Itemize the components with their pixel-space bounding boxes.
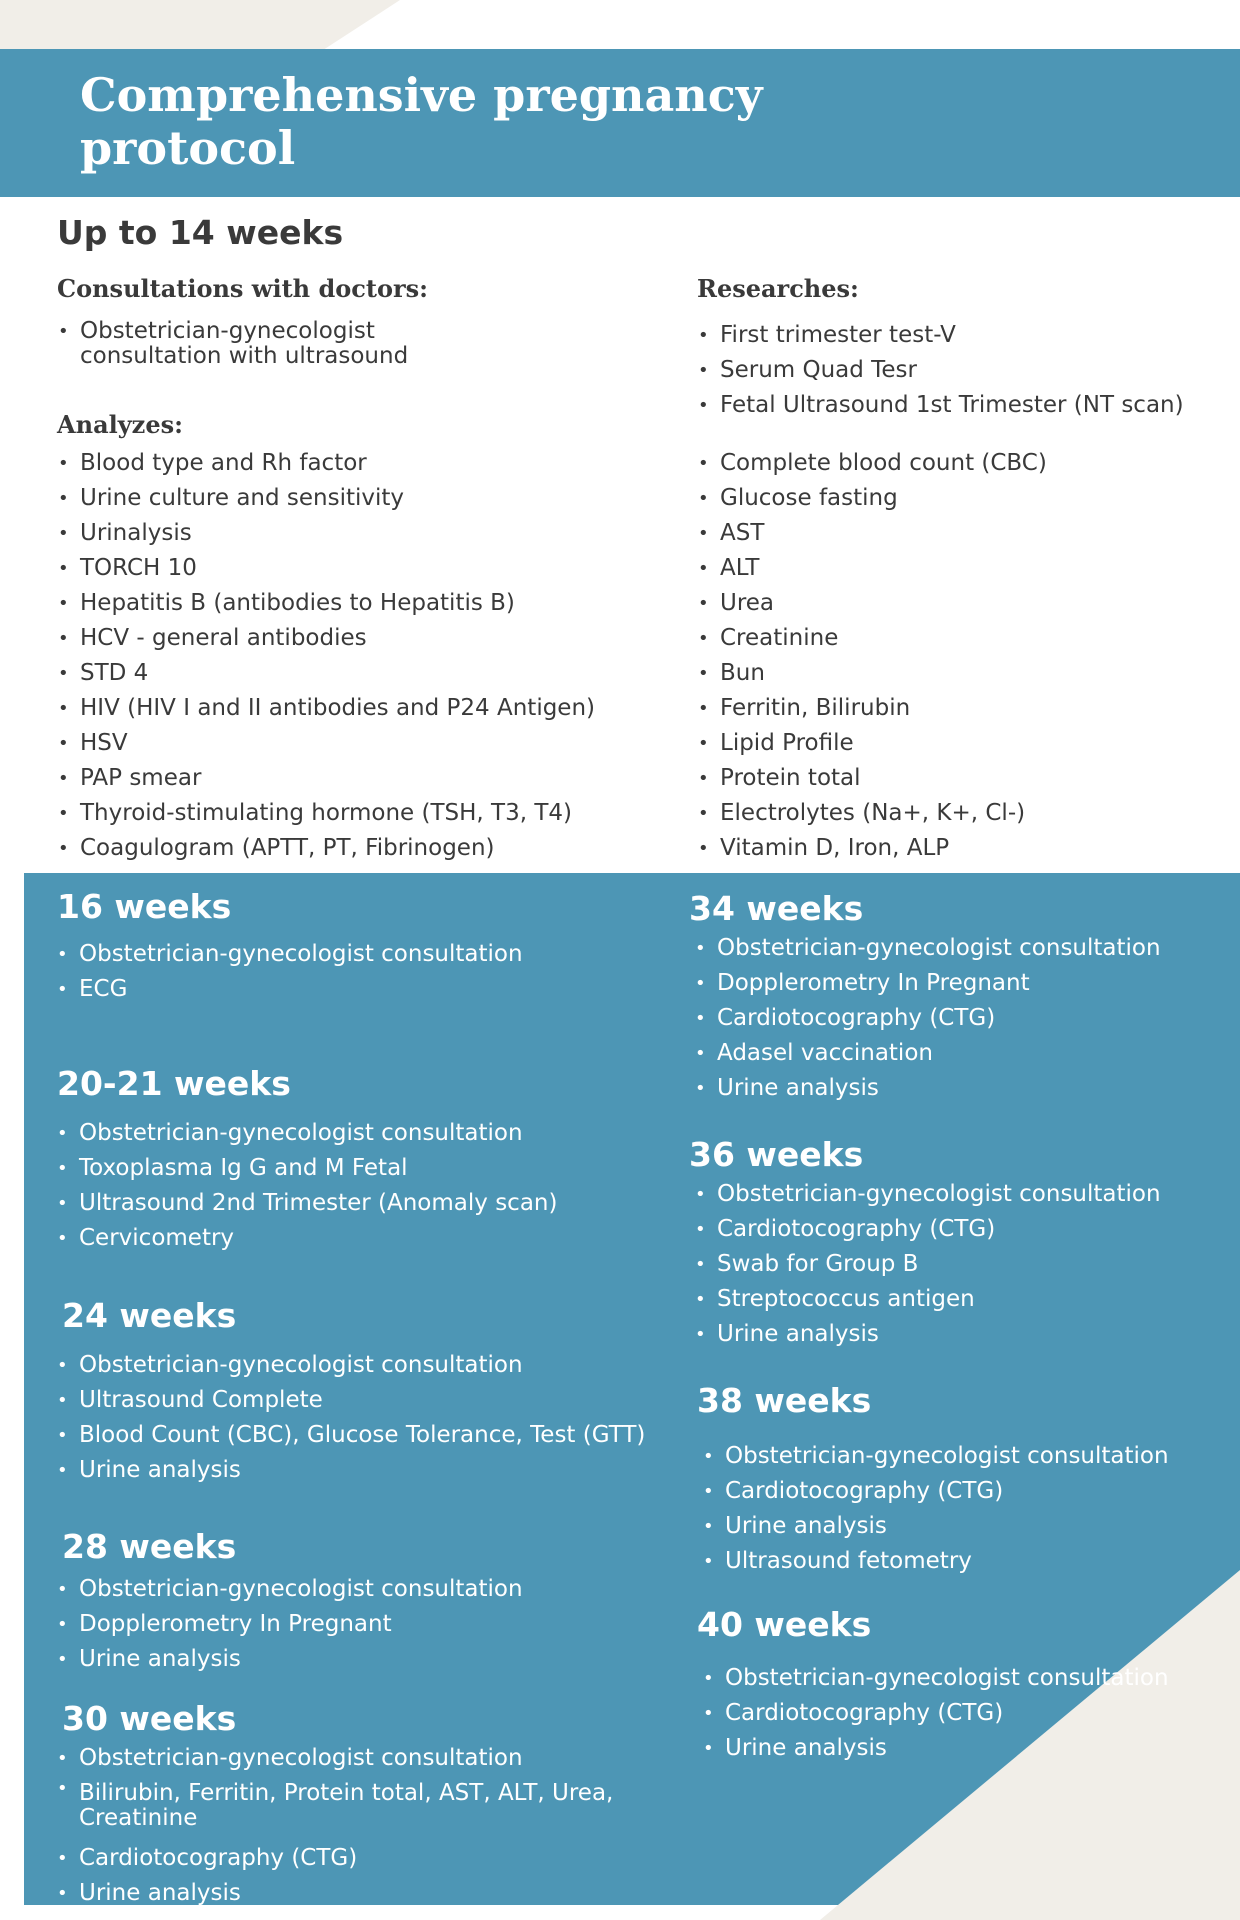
list-item: • Urine analysis [57, 1453, 697, 1488]
list-item: • Complete blood count (CBC) [698, 446, 1218, 481]
list-item: • Bun [698, 656, 1218, 691]
list-item: • Dopplerometry In Pregnant [695, 966, 1209, 1001]
stage-40-weeks [697, 1605, 1217, 1766]
list-item: • HCV - general antibodies [58, 621, 658, 656]
stage-list [57, 1741, 657, 1911]
list-item: • Cardiotocography (CTG) [695, 1212, 1209, 1247]
list-item: • Blood type and Rh factor [58, 446, 658, 481]
list-item: • AST [698, 516, 1218, 551]
list-item: • Hepatitis B (antibodies to Hepatitis B) [58, 586, 658, 621]
list-item: • Obstetrician-gynecologist consultation [57, 1116, 657, 1151]
list-item: • Obstetrician-gynecologist consultation [57, 937, 657, 972]
list-item: • Fetal Ultrasound 1st Trimester (NT scan) [698, 388, 1218, 423]
stage-title: 20-21 weeks [57, 1064, 291, 1103]
list-item: • Cardiotocography (CTG) [57, 1841, 657, 1876]
consultations-label: Consultations with doctors: [57, 274, 428, 303]
list-item: • Obstetrician-gynecologist consultation [57, 1348, 697, 1383]
stage-list [57, 1572, 657, 1677]
stage-list [703, 1439, 1217, 1579]
list-item: • Coagulogram (APTT, PT, Fibrinogen) [58, 831, 658, 866]
stage-list [57, 1116, 657, 1256]
list-item: • Glucose fasting [698, 481, 1218, 516]
list-item: • Ultrasound Complete [57, 1383, 697, 1418]
list-item: • Vitamin D, Iron, ALP [698, 831, 1218, 866]
list-item: • First trimester test-V [698, 318, 1218, 353]
analyzes-list-right [698, 446, 1218, 866]
stage-title: 24 weeks [62, 1296, 237, 1335]
list-item: • Bilirubin, Ferritin, Protein total, AST, ALT, Urea, Creatinine [57, 1776, 657, 1841]
stage-title: 34 weeks [689, 889, 864, 928]
list-item: • Urine culture and sensitivity [58, 481, 658, 516]
stage-title: 38 weeks [697, 1381, 872, 1420]
list-item: • Swab for Group B [695, 1247, 1209, 1282]
list-item: • Lipid Profile [698, 726, 1218, 761]
stage-36-weeks [689, 1135, 1209, 1352]
stage-16-weeks [57, 887, 657, 1007]
stage-30-weeks [57, 1699, 657, 1911]
list-item: • Urea [698, 586, 1218, 621]
list-item: • Adasel vaccination [695, 1036, 1209, 1071]
consultations-list [58, 319, 518, 379]
page-header [0, 49, 1240, 197]
stage-title: 40 weeks [697, 1605, 872, 1644]
list-item: • Cardiotocography (CTG) [695, 1001, 1209, 1036]
list-item: • Urine analysis [703, 1509, 1217, 1544]
list-item: • Obstetrician-gynecologist consultation with ultrasound [58, 319, 518, 379]
list-item: • Obstetrician-gynecologist consultation [695, 1177, 1209, 1212]
list-item: • Ultrasound 2nd Trimester (Anomaly scan) [57, 1186, 657, 1221]
stage-20-21-weeks [57, 1064, 657, 1256]
list-item: • Urine analysis [703, 1731, 1217, 1766]
first-trimester-panel [0, 197, 1240, 873]
list-item: • Thyroid-stimulating hormone (TSH, T3, T4) [58, 796, 658, 831]
stage-34-weeks [689, 889, 1209, 1106]
section-title-up-to-14-weeks: Up to 14 weeks [57, 213, 344, 252]
list-item: • Ultrasound fetometry [703, 1544, 1217, 1579]
list-item: • Obstetrician-gynecologist consultation [57, 1572, 657, 1607]
stage-title: 30 weeks [62, 1699, 237, 1738]
list-item: • Cardiotocography (CTG) [703, 1474, 1217, 1509]
stage-24-weeks [57, 1296, 697, 1488]
stage-list [57, 937, 657, 1007]
stage-list [695, 931, 1209, 1106]
list-item: • Obstetrician-gynecologist consultation [703, 1439, 1217, 1474]
list-item: • Dopplerometry In Pregnant [57, 1607, 657, 1642]
stage-list [703, 1661, 1217, 1766]
list-item: • Streptococcus antigen [695, 1282, 1209, 1317]
list-item: • PAP smear [58, 761, 658, 796]
list-item: • Protein total [698, 761, 1218, 796]
list-item: • TORCH 10 [58, 551, 658, 586]
analyzes-label: Analyzes: [57, 410, 183, 439]
researches-list [698, 318, 1218, 423]
list-item: • Urine analysis [695, 1317, 1209, 1352]
list-item: • Electrolytes (Na+, K+, Cl-) [698, 796, 1218, 831]
list-item: • Obstetrician-gynecologist consultation [695, 931, 1209, 966]
list-item: • HIV (HIV I and II antibodies and P24 Antigen) [58, 691, 658, 726]
stage-38-weeks [697, 1381, 1217, 1579]
list-item: • Obstetrician-gynecologist consultation [57, 1741, 657, 1776]
page-title: Comprehensive pregnancy protocol [80, 68, 763, 175]
stage-list [695, 1177, 1209, 1352]
list-item: • Urine analysis [57, 1876, 657, 1911]
list-item: • Serum Quad Tesr [698, 353, 1218, 388]
list-item: • Urinalysis [58, 516, 658, 551]
list-item: • Toxoplasma Ig G and M Fetal [57, 1151, 657, 1186]
list-item: • Urine analysis [57, 1642, 657, 1677]
list-item: • Ferritin, Bilirubin [698, 691, 1218, 726]
stage-title: 16 weeks [57, 887, 232, 926]
list-item: • Creatinine [698, 621, 1218, 656]
researches-label: Researches: [697, 274, 859, 303]
list-item: • Blood Count (CBC), Glucose Tolerance, Test (GTT) [57, 1418, 697, 1453]
stage-title: 36 weeks [689, 1135, 864, 1174]
list-item: • ALT [698, 551, 1218, 586]
stage-list [57, 1348, 697, 1488]
stage-28-weeks [57, 1527, 657, 1677]
list-item: • Cervicometry [57, 1221, 657, 1256]
list-item: • STD 4 [58, 656, 658, 691]
list-item: • HSV [58, 726, 658, 761]
list-item: • Cardiotocography (CTG) [703, 1696, 1217, 1731]
list-item: • Obstetrician-gynecologist consultation [703, 1661, 1217, 1696]
list-item: • ECG [57, 972, 657, 1007]
stage-title: 28 weeks [62, 1527, 237, 1566]
analyzes-list-left [58, 446, 658, 866]
list-item: • Urine analysis [695, 1071, 1209, 1106]
